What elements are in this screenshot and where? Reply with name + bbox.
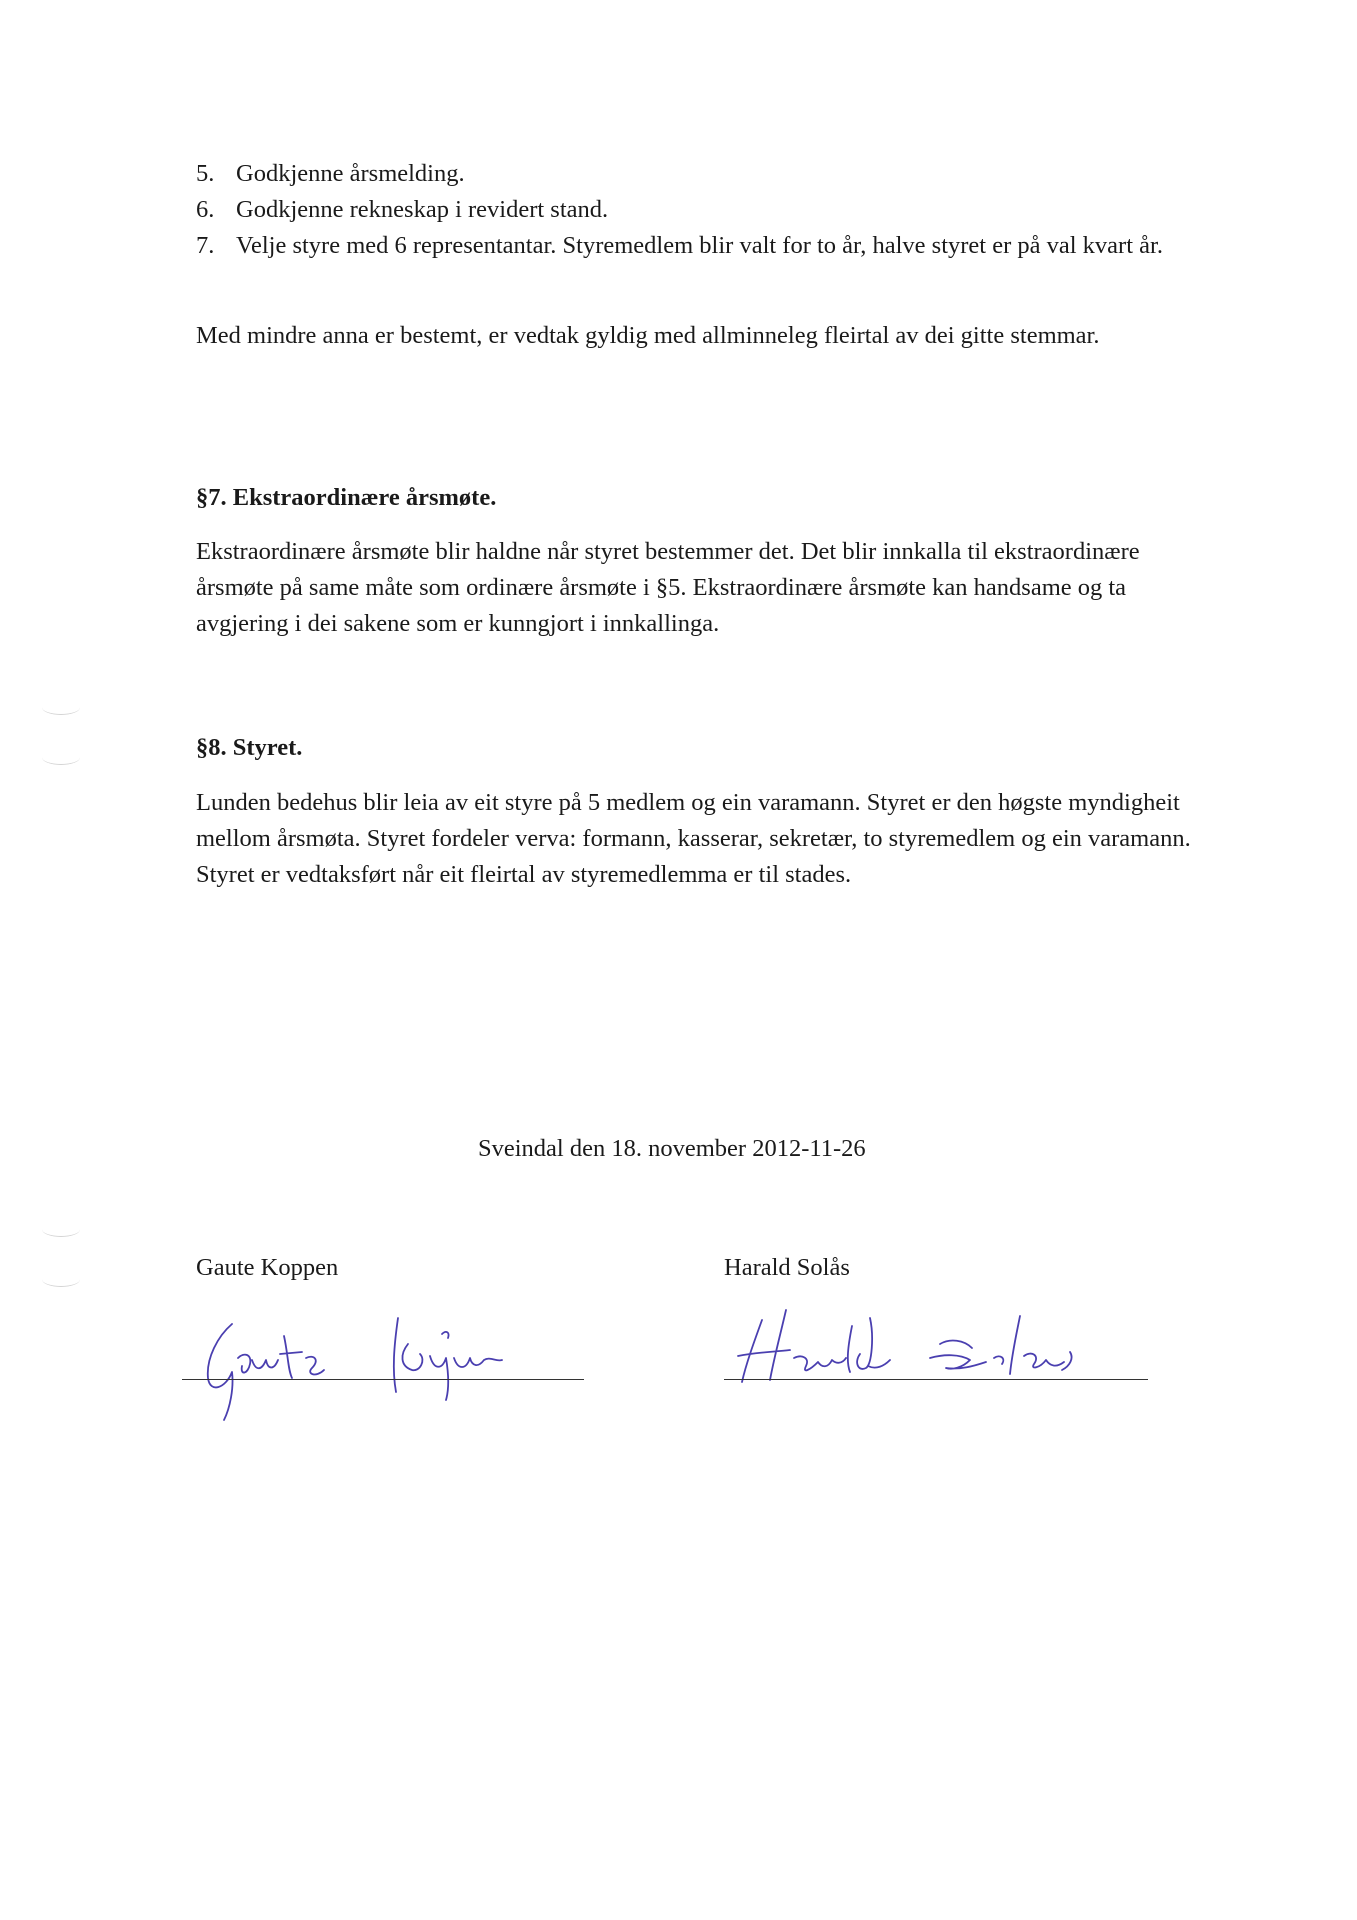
binder-mark	[42, 1222, 80, 1237]
list-item-number: 6.	[196, 196, 215, 223]
list-item-number: 7.	[196, 232, 215, 259]
signatory-name-left: Gaute Koppen	[196, 1254, 339, 1281]
signatory-name-right: Harald Solås	[724, 1254, 850, 1281]
agenda-list	[196, 156, 1206, 264]
list-item-text: Godkjenne årsmelding.	[236, 160, 465, 187]
section-7-body: Ekstraordinære årsmøte blir haldne når styret bestemmer det. Det blir innkalla til ekstraordinære årsmøte på same måte som ordinære årsmøte i §5. Ekstraordinære årsmøte kan handsame og ta avgjering i dei sakene som er kunngjort i innkallinga.	[196, 538, 1140, 637]
section-7-heading: §7. Ekstraordinære årsmøte.	[196, 484, 497, 511]
signature-line-right	[724, 1379, 1148, 1380]
list-item-text: Velje styre med 6 representantar. Styremedlem blir valt for to år, halve styret er på val kvart år.	[236, 232, 1163, 259]
place-date: Sveindal den 18. november 2012-11-26	[478, 1135, 866, 1162]
binder-mark	[42, 700, 80, 715]
list-item-number: 5.	[196, 160, 215, 187]
section-8-heading: §8. Styret.	[196, 734, 303, 761]
binder-mark	[42, 750, 80, 765]
list-item	[196, 192, 1206, 228]
list-item-text: Godkjenne rekneskap i revidert stand.	[236, 196, 609, 223]
majority-paragraph: Med mindre anna er bestemt, er vedtak gyldig med allminneleg fleirtal av dei gitte stemmar.	[196, 322, 1100, 349]
signature-right	[724, 1296, 1144, 1406]
section-8-body: Lunden bedehus blir leia av eit styre på 5 medlem og ein varamann. Styret er den høgste myndigheit mellom årsmøta. Styret fordeler verva: formann, kasserar, sekretær, to styremedlem og ein varamann. Styret er vedtaksført når eit fleirtal av styremedlemma er til stades.	[196, 789, 1191, 888]
binder-mark	[42, 1272, 80, 1287]
list-item	[196, 156, 1206, 192]
signature-line-left	[182, 1379, 584, 1380]
signature-left	[180, 1296, 600, 1436]
list-item	[196, 228, 1206, 264]
